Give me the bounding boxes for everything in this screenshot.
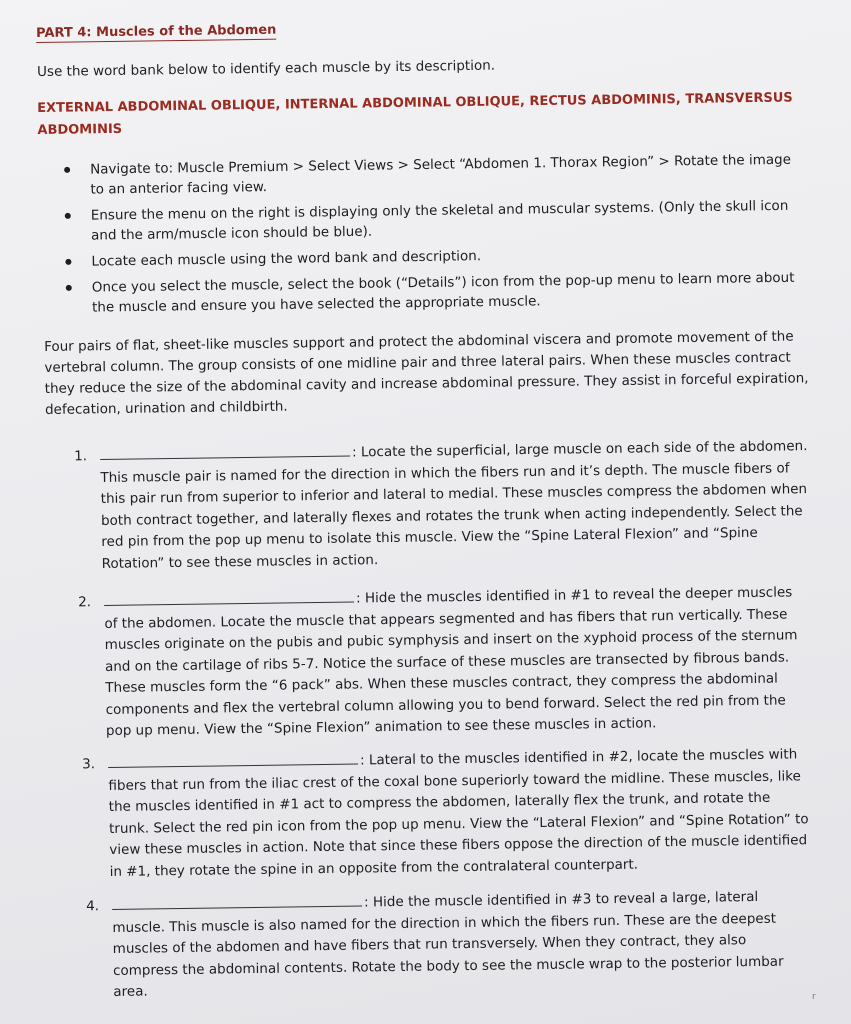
step-item [62,268,807,318]
question-number: 3. [82,756,96,773]
answer-blank-4[interactable] [112,894,362,910]
bullet-icon [65,259,71,265]
steps-list [60,150,807,324]
answer-blank-1[interactable] [100,444,350,460]
question-number: 2. [78,594,92,611]
step-item [61,196,806,246]
step-item [60,150,805,200]
instructions-text: Use the word bank below to identify each muscle by its description. [37,57,496,80]
question-4 [86,886,808,1003]
question-text: : Hide the muscle identified in #3 to reveal a large, lateral muscle. This muscle is also named for the direction in which the fibers run. These are the deepest muscles of the abdomen and have fibers that run transversely. When they contract, they also compress the abdominal contents. Rotate the body to see the muscle wrap to the posterior lumbar area. [112,888,784,1000]
part-title: PART 4: Muscles of the Abdomen [36,22,277,41]
step-text: Ensure the menu on the right is displaying only the skeletal and muscular systems. (Only the skull icon and the arm/muscle icon should be blue). [90,197,789,244]
question-3 [82,744,810,883]
corner-mark: r [812,992,816,1002]
question-number: 4. [86,898,100,915]
bullet-icon [66,285,72,291]
question-1 [74,436,812,575]
question-text: : Lateral to the muscles identified in #2, locate the muscles with fibers that run from the iliac crest of the coxal bone superiorly toward the midline. These muscles, like the muscles identified in #1 act to compress the abdomen, laterally flex the trunk, and rotate the trunk. Select the red pin icon from the pop up menu. View the “Lateral Flexion” and “Spine Rotation” to view these muscles in action. Note that since these fibers oppose the direction of the muscle identified in #1, they rotate the spine in an opposite from the contralateral counterpart. [108,746,809,880]
question-number: 1. [74,448,88,465]
step-text: Navigate to: Muscle Premium > Select Views > Select “Abdomen 1. Thorax Region” > Rotate the image to an anterior facing view. [90,151,792,198]
bullet-icon [64,167,70,173]
question-text: : Locate the superficial, large muscle on each side of the abdomen. This muscle pair is named for the direction in which the fibers run and it’s depth. The muscle fibers of this pair run from superior to inferior and lateral to medial. These muscles compress the abdomen when both contract together, and laterally flexes and rotates the trunk when acting independently. Select the red pin from the pop up menu to isolate this muscle. View the “Spine Lateral Flexion” and “Spine Rotation” to see these muscles in action. [100,438,808,572]
intro-paragraph: Four pairs of flat, sheet-like muscles support and protect the abdominal viscera and promote movement of the vertebral column. The group consists of one midline pair and three lateral pairs. When these muscles contract they reduce the size of the abdominal cavity and increase abdominal pressure. They assist in forceful expiration, defecation, urination and childbirth. [44,328,809,418]
bullet-icon [65,213,71,219]
word-bank: EXTERNAL ABDOMINAL OBLIQUE, INTERNAL ABDOMINAL OBLIQUE, RECTUS ABDOMINIS, TRANSVERSUS ABDOMINIS [37,90,793,138]
question-text: : Hide the muscles identified in #1 to reveal the deeper muscles of the abdomen. Locate the muscle that appears segmented and has fibers that run vertically. These muscles originate on the pubis and pubic symphysis and insert on the xyphoid process of the sternum and on the cartilage of ribs 5-7. Notice the surface of these muscles are transected by fibrous bands. These muscles form the “6 pack” abs. When these muscles contract, they compress the abdominal components and flex the vertebral column allowing you to bend forward. Select the red pin from the pop up menu. View the “Spine Flexion” animation to see these muscles in action. [104,584,798,739]
step-item [61,242,806,272]
step-text: Locate each muscle using the word bank and description. [91,248,482,270]
step-text: Once you select the muscle, select the book (“Details”) icon from the pop-up menu to learn more about the muscle and ensure you have selected the appropriate muscle. [91,269,795,316]
question-2 [78,582,811,742]
answer-blank-2[interactable] [104,590,354,606]
answer-blank-3[interactable] [108,752,358,768]
